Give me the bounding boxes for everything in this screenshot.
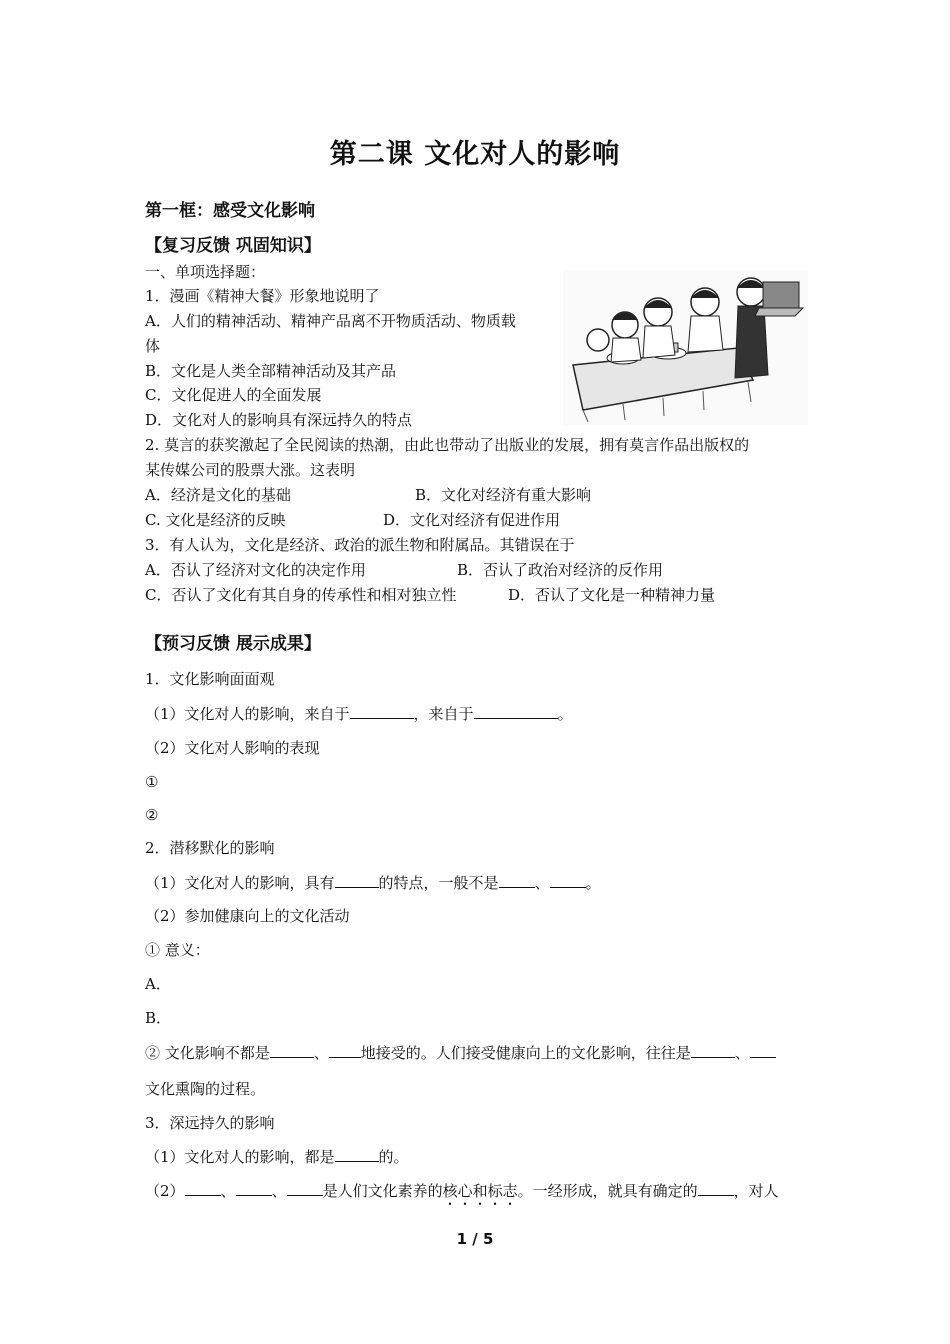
question-intro: 一、单项选择题： [145, 263, 266, 281]
p2-s2: （2）参加健康向上的文化活动 [145, 907, 350, 925]
q2-option-d: D．文化对经济有促进作用 [383, 511, 561, 529]
q3-option-b: B．否认了政治对经济的反作用 [457, 561, 664, 579]
q3-option-a: A．否认了经济对文化的决定作用 [145, 561, 366, 579]
q2-option-a: A．经济是文化的基础 [145, 486, 291, 504]
p1-c2: ② [145, 806, 159, 824]
q2-option-c: C. 文化是经济的反映 [145, 511, 286, 529]
p3-head: 3．深远持久的影响 [145, 1114, 275, 1132]
q3-stem: 3．有人认为，文化是经济、政治的派生物和附属品。其错误在于 [145, 536, 575, 554]
p2-b: B． [145, 1009, 172, 1027]
fill-blank[interactable] [185, 1181, 221, 1196]
q3-option-d: D．否认了文化是一种精神力量 [508, 586, 716, 604]
p2-m2: ② 文化影响不都是 、 地接受的。人们接受健康向上的文化影响，往往是 、 [145, 1043, 776, 1063]
review-header: 【复习反馈 巩固知识】 [145, 236, 321, 256]
fill-blank[interactable] [474, 704, 558, 719]
q1-option-b: B．文化是人类全部精神活动及其产品 [145, 362, 397, 380]
p1-s2: （2）文化对人影响的表现 [145, 739, 320, 757]
q1-option-d: D．文化对人的影响具有深远持久的特点 [145, 411, 413, 429]
section-title: 第一框：感受文化影响 [145, 201, 315, 221]
q3-option-c: C．否认了文化有其自身的传承性和相对独立性 [145, 586, 457, 604]
q1-stem: 1．漫画《精神大餐》形象地说明了 [145, 287, 380, 305]
q1-option-a-cont: 体 [145, 337, 161, 355]
preview-header: 【预习反馈 展示成果】 [145, 634, 321, 654]
fill-blank[interactable] [335, 1147, 379, 1162]
p3-s1: （1）文化对人的影响，都是 的。 [145, 1148, 409, 1166]
p2-meaning: ① 意义： [145, 941, 210, 959]
fill-blank[interactable] [270, 1043, 314, 1058]
fill-blank[interactable] [499, 873, 535, 888]
fill-blank[interactable] [287, 1181, 323, 1196]
q2-stem: 2. 莫言的获奖激起了全民阅读的热潮，由此也带动了出版业的发展，拥有莫言作品出版权的 [145, 436, 750, 454]
p2-s1: （1）文化对人的影响，具有 的特点，一般不是 、 。 [145, 874, 601, 892]
p1-c1: ① [145, 773, 159, 791]
fill-blank[interactable] [329, 1043, 361, 1058]
fill-blank[interactable] [750, 1043, 776, 1058]
fill-blank[interactable] [698, 1181, 734, 1196]
p2-m2-cont: 文化熏陶的过程。 [145, 1080, 266, 1098]
q2-stem-cont: 某传媒公司的股票大涨。这表明 [145, 461, 356, 479]
page-title: 第二课 文化对人的影响 [329, 139, 621, 170]
p2-a: A． [145, 975, 171, 993]
emphasis-text: 核心和标志 [442, 1182, 518, 1200]
p2-head: 2．潜移默化的影响 [145, 839, 275, 857]
q1-option-c: C．文化促进人的全面发展 [145, 386, 322, 404]
cartoon-illustration [563, 270, 808, 425]
fill-blank[interactable] [691, 1043, 735, 1058]
p1-head: 1．文化影响面面观 [145, 670, 275, 688]
p1-s1: （1）文化对人的影响，来自于 ，来自于 。 [145, 705, 573, 723]
fill-blank[interactable] [335, 873, 379, 888]
fill-blank[interactable] [550, 873, 586, 888]
q2-option-b: B．文化对经济有重大影响 [415, 486, 592, 504]
q1-option-a: A．人们的精神活动、精神产品离不开物质活动、物质载 [145, 312, 516, 330]
fill-blank[interactable] [350, 704, 414, 719]
fill-blank[interactable] [236, 1181, 272, 1196]
page-number: 1 / 5 [456, 1230, 494, 1248]
p3-s2: （2） 、 、 是人们文化素养的核心和标志。一经形成，就具有确定的 ，对人 [145, 1182, 779, 1200]
